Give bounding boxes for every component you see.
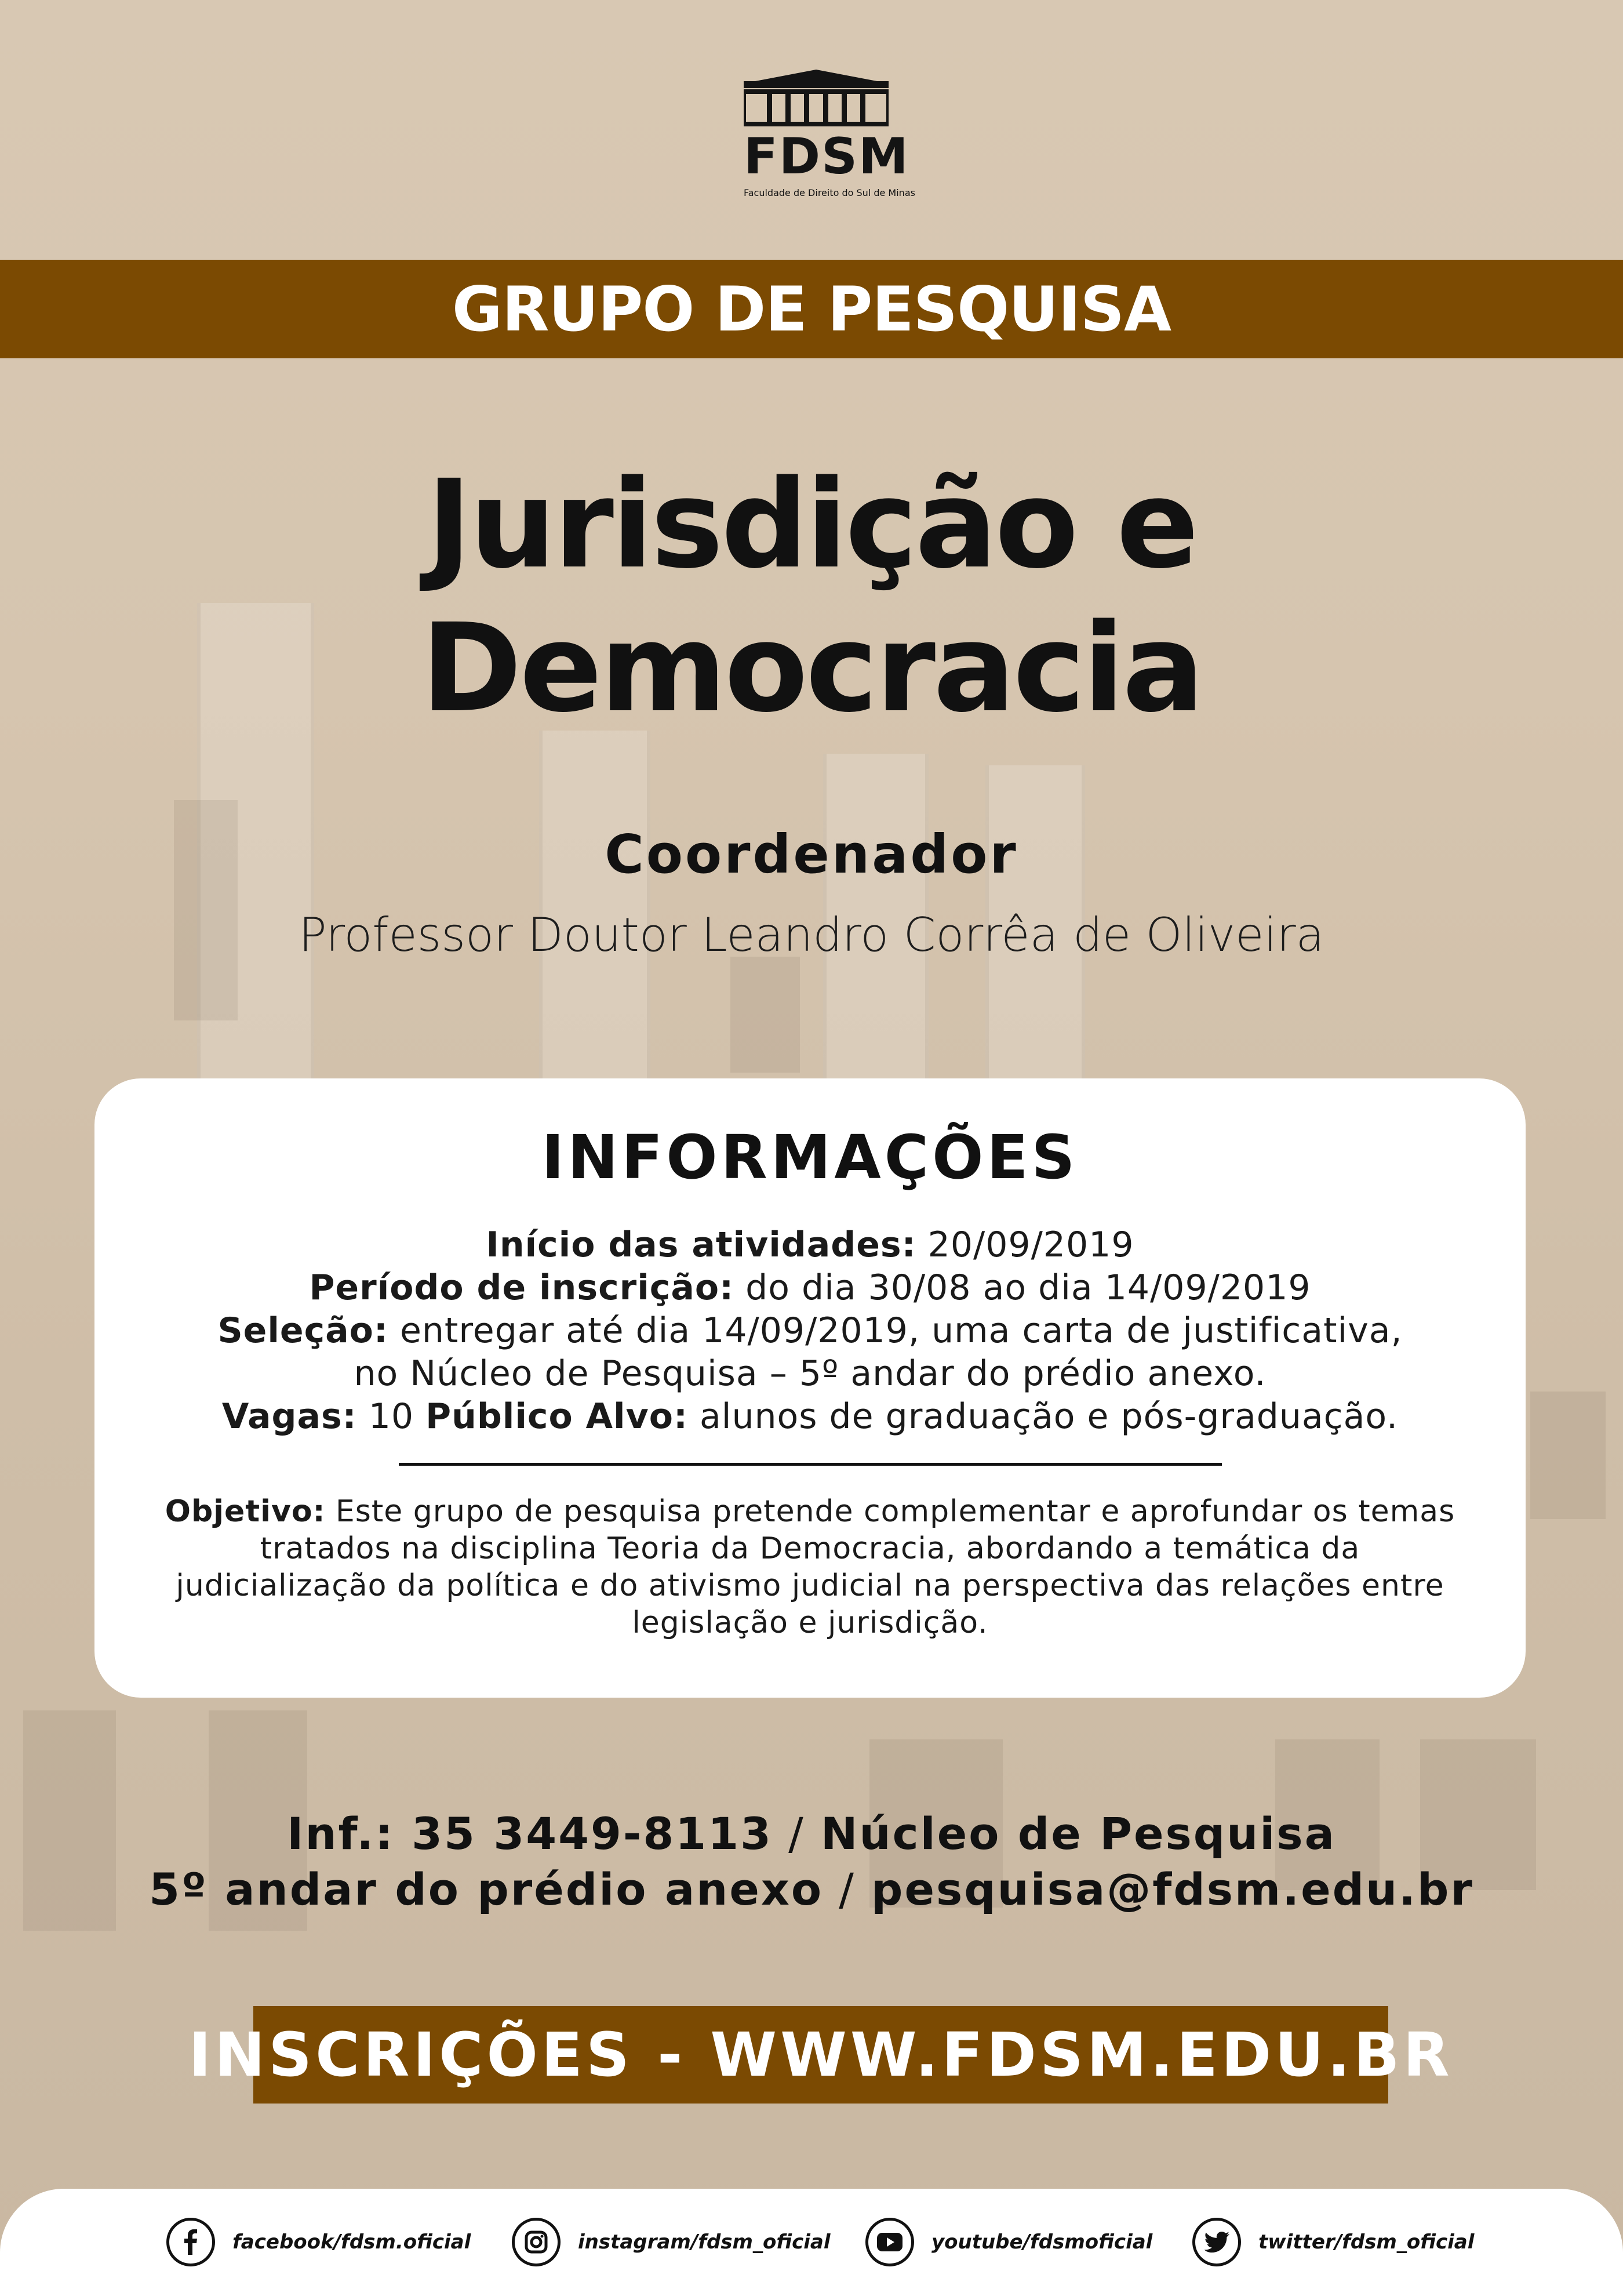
logo-text: FDSM [744,128,909,186]
social-instagram[interactable] [512,2216,831,2268]
objective-label: Objetivo: [165,1494,326,1529]
info-period-line [94,1266,1526,1309]
objective-text [164,1493,1456,1641]
contact-phone: Inf.: 35 3449-8113 [287,1808,773,1859]
selection-label: Seleção: [217,1310,388,1351]
header-band [0,260,1623,358]
contact-separator-2: / [823,1863,872,1915]
registration-banner[interactable] [188,2006,1453,2104]
coordinator-name: Professor Doutor Leandro Corrêa de Oliveira [299,908,1324,962]
band-label: GRUPO DE PESQUISA [452,273,1171,345]
period-label: Período de inscrição: [309,1267,734,1308]
info-selection-line-2: no Núcleo de Pesquisa – 5º andar do prédio anexo. [354,1353,1267,1394]
social-facebook[interactable] [166,2216,471,2268]
contact-email[interactable]: pesquisa@fdsm.edu.br [871,1863,1474,1915]
objective-body: Este grupo de pesquisa pretende complementar e aprofundar os temas tratados na disciplina Teoria da Democracia, abordando a temática da judicialização da política e do ativismo judicial na perspectiva das relações entre legislação e jurisdição. [176,1494,1455,1640]
logo-subtitle: Faculdade de Direito do Sul de Minas [744,187,915,198]
contact-separator: / [772,1808,821,1859]
start-value: 20/09/2019 [916,1225,1134,1265]
fdsm-logo [744,68,915,202]
selection-value: entregar até dia 14/09/2019, uma carta de justificativa, [388,1310,1403,1351]
social-youtube[interactable] [865,2216,1152,2268]
info-details [94,1223,1526,1438]
contact-line-1 [0,1808,1623,1859]
social-twitter[interactable] [1192,2216,1474,2268]
twitter-label[interactable]: twitter/fdsm_oficial [1258,2230,1475,2254]
facebook-icon [166,2218,215,2266]
building-logo-icon [744,68,889,126]
youtube-label[interactable]: youtube/fdsmoficial [931,2230,1153,2254]
info-vacancies-line [94,1395,1526,1438]
info-card [94,1078,1526,1698]
audience-value: alunos de graduação e pós-graduação. [687,1396,1399,1437]
registration-label[interactable]: INSCRIÇÕES - WWW.FDSM.EDU.BR [188,2019,1453,2090]
contact-floor: 5º andar do prédio anexo [149,1863,824,1915]
info-start-line [94,1223,1526,1266]
youtube-icon [865,2218,914,2266]
info-divider [399,1463,1222,1466]
twitter-icon [1192,2218,1241,2266]
period-value: do dia 30/08 ao dia 14/09/2019 [734,1267,1311,1308]
title-line-1: Jurisdição e [426,453,1197,595]
facebook-label[interactable]: facebook/fdsm.oficial [232,2230,471,2254]
audience-label: Público Alvo: [425,1396,688,1437]
contact-office: Núcleo de Pesquisa [820,1808,1336,1859]
vacancies-label: Vagas: [221,1396,357,1437]
start-label: Início das atividades: [486,1225,916,1265]
instagram-label[interactable]: instagram/fdsm_oficial [578,2230,831,2254]
info-heading: INFORMAÇÕES [541,1122,1079,1193]
instagram-icon [512,2218,561,2266]
title-line-2: Democracia [421,597,1202,739]
info-selection-line [94,1309,1526,1352]
vacancies-value: 10 [356,1396,426,1437]
contact-line-2 [0,1863,1623,1915]
coordinator-label: Coordenador [605,823,1018,885]
